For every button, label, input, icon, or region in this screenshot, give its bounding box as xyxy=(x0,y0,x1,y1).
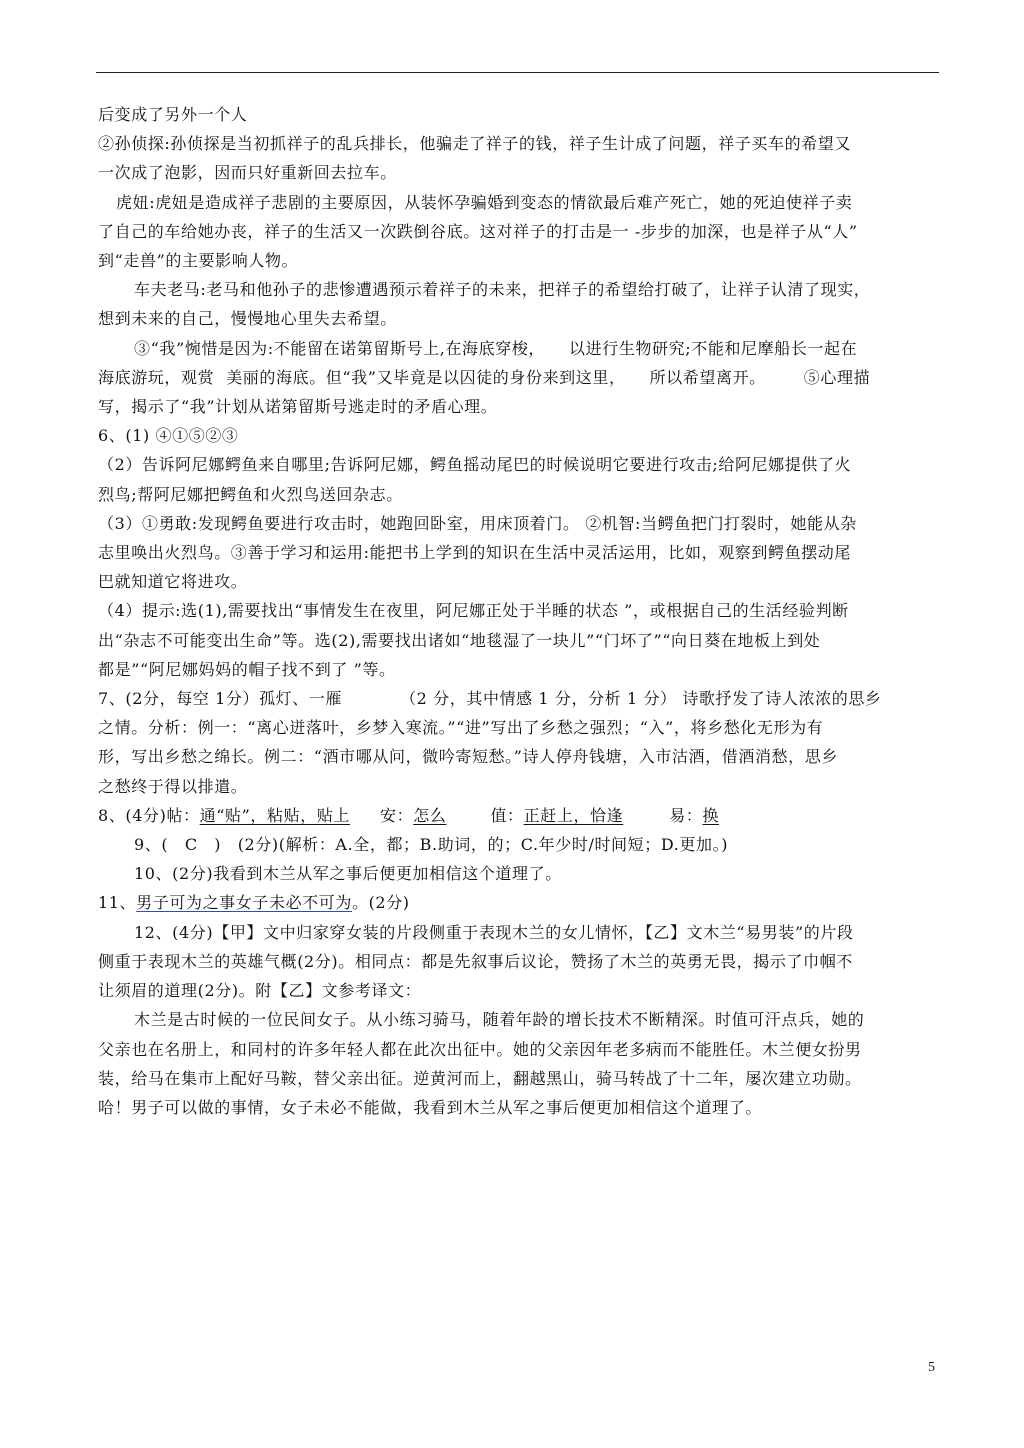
text-line: 之情。分析：例一：“离心迸落叶，乡梦入寒流。”“进”写出了乡愁之强烈；“入”，将乡愁化无形为有 xyxy=(98,718,824,738)
text-segment: 8、(4分)帖： xyxy=(98,805,200,825)
text-line: 之愁终于得以排遣。 xyxy=(98,776,248,796)
text-line: 让须眉的道理(2分)。附【乙】文参考译文： xyxy=(98,981,422,1001)
document-body xyxy=(98,100,948,1122)
answer-blank: 换 xyxy=(702,805,720,825)
text-line: 父亲也在名册上，和同村的许多年轻人都在此次出征中。她的父亲因年老多病而不能胜任。木兰便女扮男 xyxy=(98,1039,862,1059)
text-line: 后变成了另外一个人 xyxy=(98,105,248,124)
text-line: 侧重于表现木兰的英雄气概(2分)。相同点：都是先叙事后议论，赞扬了木兰的英勇无畏，揭示了巾帼不 xyxy=(98,951,853,971)
text-line: （4）提示:选(1),需要找出“事情发生在夜里，阿尼娜正处于半睡的状态 ”，或根据自己的生活经验判断 xyxy=(98,601,849,621)
page-number: 5 xyxy=(928,1360,935,1375)
text-line: 形，写出乡愁之绵长。例二：“酒市哪从问，微吟寄短愁。”诗人停舟钱塘，入市沽酒，借酒消愁，思乡 xyxy=(98,747,838,767)
answer-10: 10、(2分)我看到木兰从军之事后便更加相信这个道理了。 xyxy=(134,864,562,884)
text-segment: 美丽的海底。但“我”又毕竟是以囚徒的身份来到这里， xyxy=(226,367,626,387)
text-line: 哈！男子可以做的事情，女子未必不能做，我看到木兰从军之事后便更加相信这个道理了。 xyxy=(98,1097,763,1117)
text-line xyxy=(98,363,948,392)
text-line: （2）告诉阿尼娜鳄鱼来自哪里;告诉阿尼娜，鳄鱼摇动尾巴的时候说明它要进行攻击;给阿尼娜提供了火 xyxy=(98,455,852,475)
text-segment: 易： xyxy=(669,805,703,825)
text-segment: 7、(2分，每空 1分）孤灯、一雁 xyxy=(98,689,343,709)
text-segment: 安： xyxy=(380,805,414,825)
text-line: 木兰是古时候的一位民间女子。从小练习骑马，随着年龄的增长技术不断精深。时值可汗点兵，她的 xyxy=(134,1010,865,1030)
text-segment: ③“我”惋惜是因为:不能留在诺第留斯号上,在海底穿梭， xyxy=(134,338,546,358)
text-line: 烈鸟;帮阿尼娜把鳄鱼和火烈鸟送回杂志。 xyxy=(98,484,403,504)
text-line: 装，给马在集市上配好马鞍，替父亲出征。逆黄河而上，翻越黑山，骑马转战了十二年，屡次建立功勋。 xyxy=(98,1068,862,1088)
text-line: ②孙侦探:孙侦探是当初抓祥子的乱兵排长，他骗走了祥子的钱，祥子生计成了问题，祥子买车的希望又 xyxy=(98,134,851,154)
answer-blank: 通“贴”，粘贴，贴上 xyxy=(199,805,351,825)
answer-12: 12、(4分)【甲】文中归家穿女装的片段侧重于表现木兰的女儿情怀，【乙】文木兰“易男装”的片段 xyxy=(134,922,854,942)
text-line: 车夫老马:老马和他孙子的悲惨遭遇预示着祥子的未来，把祥子的希望给打破了，让祥子认清了现实， xyxy=(134,280,871,300)
answer-blank: 正赶上，恰逢 xyxy=(523,805,624,825)
answer-blank: 男子可为之事女子未必不可为 xyxy=(136,893,352,913)
answer-8 xyxy=(98,801,948,830)
text-segment: 11、 xyxy=(98,893,137,913)
answer-9: 9、( C ) (2分)(解析：A.全，都；B.助词，的；C.年少时/时间短；D.更加。) xyxy=(134,835,729,855)
text-line: 巴就知道它将进攻。 xyxy=(98,572,248,592)
text-line: 写，揭示了“我”计划从诺第留斯号逃走时的矛盾心理。 xyxy=(98,397,498,417)
text-line: （3）①勇敢:发现鳄鱼要进行攻击时，她跑回卧室，用床顶着门。 ②机智:当鳄鱼把门打裂时，她能从杂 xyxy=(98,513,857,533)
text-segment: 所以希望离开。 xyxy=(649,367,766,387)
answer-7 xyxy=(98,684,948,713)
text-line: 虎妞:虎妞是造成祥子悲剧的主要原因，从装怀孕骗婚到变态的情欲最后难产死亡，她的死迫使祥子卖 xyxy=(116,192,853,212)
text-line: 志里唤出火烈鸟。③善于学习和运用:能把书上学到的知识在生活中灵活运用，比如，观察到鳄鱼摆动尾 xyxy=(98,543,851,563)
text-line: 都是”“阿尼娜妈妈的帽子找不到了 ”等。 xyxy=(98,659,396,679)
answer-11 xyxy=(98,888,948,917)
answer-blank: 怎么 xyxy=(413,805,447,825)
text-line: 了自己的车给她办丧，祥子的生活又一次跌倒谷底。这对祥子的打击是一 -步步的加深，也是祥子从“人” xyxy=(98,221,858,241)
answer-6-1: 6、(1) ④①⑤②③ xyxy=(98,426,239,446)
text-segment: 海底游玩，观赏 xyxy=(98,367,215,387)
text-segment: （2 分，其中情感 1 分，分析 1 分） 诗歌抒发了诗人浓浓的思乡 xyxy=(400,689,882,709)
text-line: 想到未来的自己，慢慢地心里失去希望。 xyxy=(98,309,397,329)
text-segment: 值： xyxy=(490,805,524,825)
text-line: 出“杂志不可能变出生命”等。选(2),需要找出诸如“地毯湿了一块儿”“门坏了”“向日葵在地板上到处 xyxy=(98,630,821,650)
text-line: 到“走兽”的主要影响人物。 xyxy=(98,251,299,271)
text-line: 一次成了泡影，因而只好重新回去拉车。 xyxy=(98,163,397,183)
text-line xyxy=(98,334,948,363)
text-segment: 以进行生物研究;不能和尼摩船长一起在 xyxy=(569,338,858,358)
text-segment: ⑤心理描 xyxy=(803,367,871,387)
header-rule xyxy=(96,72,939,73)
text-segment: 。(2分) xyxy=(351,893,410,913)
